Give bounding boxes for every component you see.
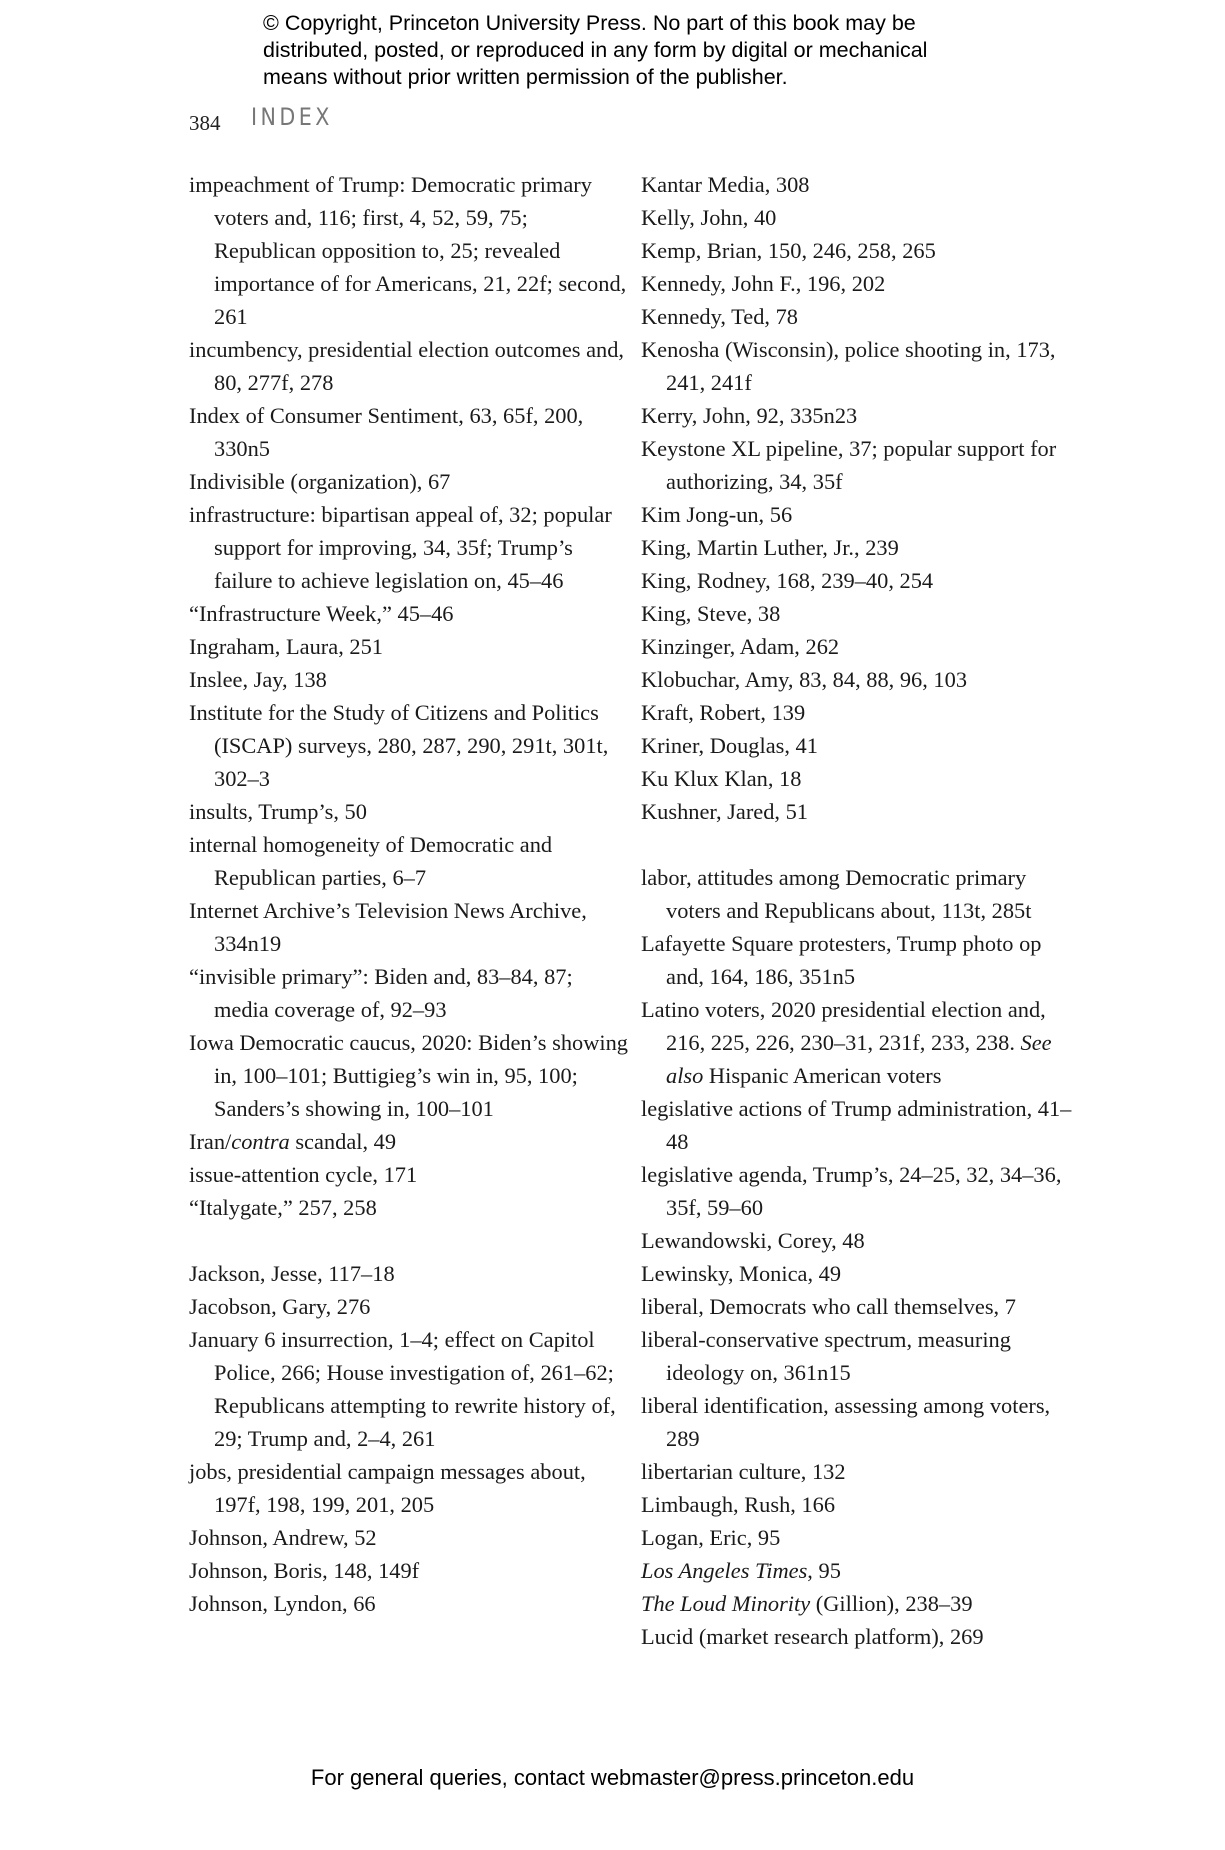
index-entry: Kim Jong-un, 56 xyxy=(641,502,793,527)
index-entry: insults, Trump’s, 50 xyxy=(189,799,367,824)
index-entry: Kennedy, Ted, 78 xyxy=(641,304,798,329)
index-entry: Logan, Eric, 95 xyxy=(641,1525,781,1550)
index-entry xyxy=(641,1554,1081,1587)
index-entry: Lewinsky, Monica, 49 xyxy=(641,1261,842,1286)
index-entry: Ku Klux Klan, 18 xyxy=(641,766,802,791)
index-entry: January 6 insurrection, 1–4; effect on Capitol Police, 266; House investigation of, 261–62; Republicans attempting to rewrite history of, 29; Trump and, 2–4, 261 xyxy=(189,1327,616,1451)
index-entry: Limbaugh, Rush, 166 xyxy=(641,1492,836,1517)
index-entry: Jackson, Jesse, 117–18 xyxy=(189,1261,395,1286)
entry-text: Hispanic American voters xyxy=(703,1063,942,1088)
index-entry xyxy=(189,1125,629,1158)
index-entry: King, Rodney, 168, 239–40, 254 xyxy=(641,568,934,593)
index-entry: Johnson, Lyndon, 66 xyxy=(189,1591,376,1616)
index-entry: Kerry, John, 92, 335n23 xyxy=(641,403,858,428)
index-entry: internal homogeneity of Democratic and Republican parties, 6–7 xyxy=(189,832,553,890)
entry-text: , 95 xyxy=(807,1558,841,1583)
index-entry: King, Martin Luther, Jr., 239 xyxy=(641,535,899,560)
index-entry: liberal, Democrats who call themselves, 7 xyxy=(641,1294,1016,1319)
entry-text: (Gillion), 238–39 xyxy=(810,1591,973,1616)
index-entry: Indivisible (organization), 67 xyxy=(189,469,451,494)
index-entry: “Infrastructure Week,” 45–46 xyxy=(189,601,454,626)
index-entry: Kelly, John, 40 xyxy=(641,205,777,230)
copyright-notice: © Copyright, Princeton University Press. No part of this book may be distributed, posted, or reproduced in any form by digital or mechanical means without prior written permission of the publisher. xyxy=(263,11,928,89)
index-entry: “Italygate,” 257, 258 xyxy=(189,1195,377,1220)
index-entry: Index of Consumer Sentiment, 63, 65f, 200, 330n5 xyxy=(189,403,584,461)
entry-text: Latino voters, 2020 presidential election and, 216, 225, 226, 230–31, 231f, 233, 238. xyxy=(641,997,1046,1055)
index-entry: Kenosha (Wisconsin), police shooting in, 173, 241, 241f xyxy=(641,337,1056,395)
section-gap xyxy=(189,1224,629,1257)
footer-contact: For general queries, contact webmaster@press.princeton.edu xyxy=(310,1765,915,1790)
index-entry: liberal identification, assessing among voters, 289 xyxy=(641,1393,1051,1451)
section-gap xyxy=(641,828,1081,861)
index-entry: Keystone XL pipeline, 37; popular support for authorizing, 34, 35f xyxy=(641,436,1057,494)
index-entry: Kemp, Brian, 150, 246, 258, 265 xyxy=(641,238,936,263)
index-entry: Iowa Democratic caucus, 2020: Biden’s showing in, 100–101; Buttigieg’s win in, 95, 100; Sanders’s showing in, 100–101 xyxy=(189,1030,629,1121)
entry-italic-text: Los Angeles Times xyxy=(641,1558,808,1583)
page-number: 384 xyxy=(189,111,221,135)
index-entry: Ingraham, Laura, 251 xyxy=(189,634,383,659)
index-entry: libertarian culture, 132 xyxy=(641,1459,846,1484)
index-entry: liberal-conservative spectrum, measuring ideology on, 361n15 xyxy=(641,1327,1011,1385)
index-entry: Johnson, Andrew, 52 xyxy=(189,1525,377,1550)
index-entry: issue-attention cycle, 171 xyxy=(189,1162,418,1187)
index-entry: legislative actions of Trump administration, 41–48 xyxy=(641,1096,1072,1154)
index-entry: Johnson, Boris, 148, 149f xyxy=(189,1558,420,1583)
index-entry: incumbency, presidential election outcomes and, 80, 277f, 278 xyxy=(189,337,625,395)
index-entry: Kushner, Jared, 51 xyxy=(641,799,808,824)
index-entry: Internet Archive’s Television News Archive, 334n19 xyxy=(189,898,587,956)
index-entry: legislative agenda, Trump’s, 24–25, 32, 34–36, 35f, 59–60 xyxy=(641,1162,1062,1220)
entry-italic-text: See also xyxy=(666,1030,1052,1088)
index-entry: Kennedy, John F., 196, 202 xyxy=(641,271,886,296)
index-entry: Lucid (market research platform), 269 xyxy=(641,1624,984,1649)
index-entry: Lafayette Square protesters, Trump photo op and, 164, 186, 351n5 xyxy=(641,931,1042,989)
entry-italic-text: contra xyxy=(231,1129,290,1154)
index-entry xyxy=(641,1587,1081,1620)
index-entry: infrastructure: bipartisan appeal of, 32; popular support for improving, 34, 35f; Trump’s failure to achieve legislation on, 45–46 xyxy=(189,502,612,593)
index-entry: Inslee, Jay, 138 xyxy=(189,667,327,692)
index-entry: Kantar Media, 308 xyxy=(641,172,810,197)
index-column-right xyxy=(641,168,1081,1653)
index-entry: Lewandowski, Corey, 48 xyxy=(641,1228,865,1253)
index-entry: jobs, presidential campaign messages about, 197f, 198, 199, 201, 205 xyxy=(189,1459,586,1517)
entry-italic-text: The Loud Minority xyxy=(641,1591,811,1616)
index-entry: Kinzinger, Adam, 262 xyxy=(641,634,840,659)
index-entry: Jacobson, Gary, 276 xyxy=(189,1294,371,1319)
index-entry: Klobuchar, Amy, 83, 84, 88, 96, 103 xyxy=(641,667,968,692)
entry-text: scandal, 49 xyxy=(289,1129,397,1154)
index-entry: Kraft, Robert, 139 xyxy=(641,700,806,725)
index-entry xyxy=(641,993,1081,1092)
index-column-left xyxy=(189,168,629,1620)
index-entry: “invisible primary”: Biden and, 83–84, 87; media coverage of, 92–93 xyxy=(189,964,573,1022)
index-entry: impeachment of Trump: Democratic primary voters and, 116; first, 4, 52, 59, 75; Republican opposition to, 25; revealed importance of for Americans, 21, 22f; second, 261 xyxy=(189,172,627,329)
index-entry: labor, attitudes among Democratic primary voters and Republicans about, 113t, 285t xyxy=(641,865,1032,923)
index-entry: Kriner, Douglas, 41 xyxy=(641,733,818,758)
index-entry: King, Steve, 38 xyxy=(641,601,781,626)
index-entry: Institute for the Study of Citizens and Politics (ISCAP) surveys, 280, 287, 290, 291t, 301t, 302–3 xyxy=(189,700,609,791)
page-title: INDEX xyxy=(251,103,333,131)
entry-text: Iran/ xyxy=(189,1129,232,1154)
